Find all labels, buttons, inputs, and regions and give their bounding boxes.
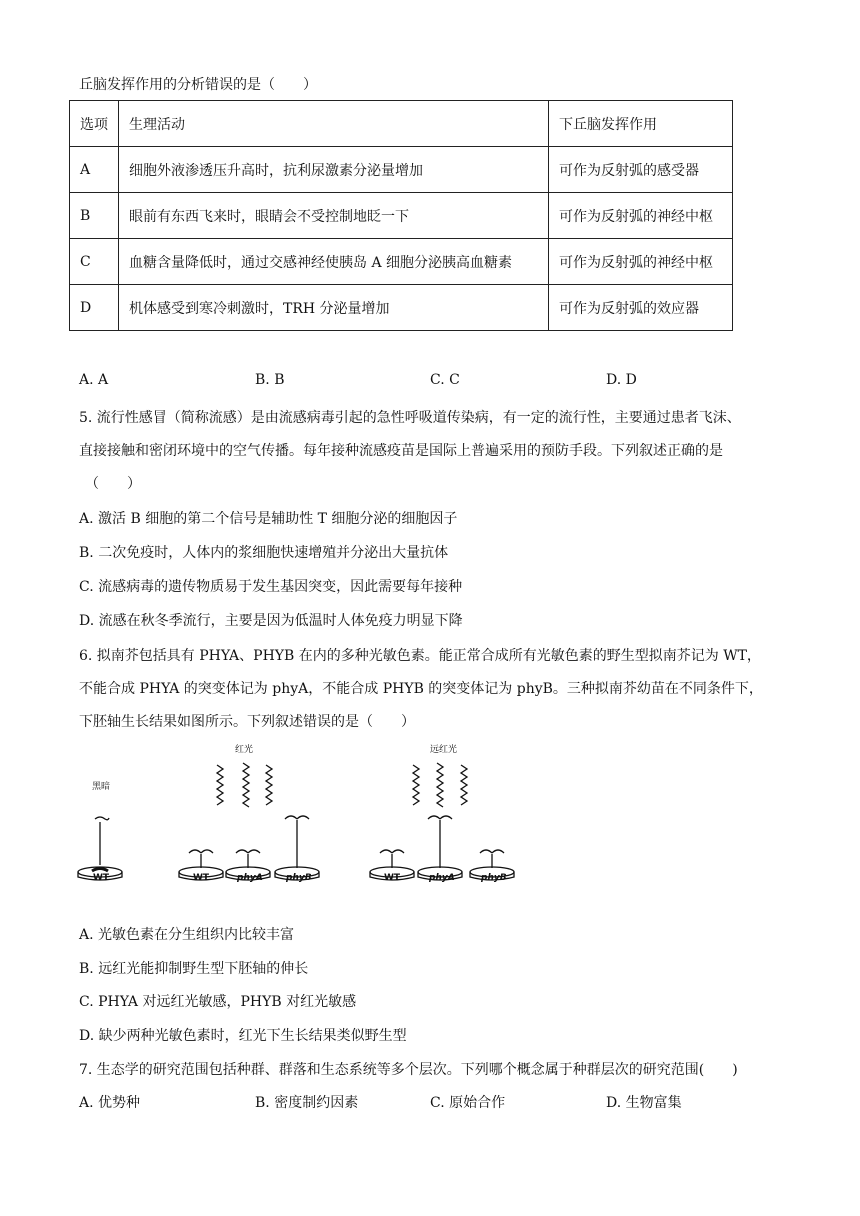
q7-option-a[interactable]: A. 优势种 [79, 1095, 141, 1111]
question-4-tail: 丘脑发挥作用的分析错误的是（ ） [79, 77, 317, 93]
table-cell: 血糖含量降低时，通过交感神经使胰岛 A 细胞分泌胰高血糖素 [119, 239, 549, 285]
table-row [70, 147, 733, 193]
q5-stem-line: 直接接触和密闭环境中的空气传播。每年接种流感疫苗是国际上普遍采用的预防手段。下列叙述正确的是 [79, 443, 723, 459]
q4-option-b[interactable]: B. B [255, 372, 285, 388]
seedling-figure [75, 737, 525, 882]
dark-label: 黑暗 [92, 782, 111, 792]
q5-option-b[interactable]: B. 二次免疫时，人体内的浆细胞快速增殖并分泌出大量抗体 [79, 545, 449, 561]
q7-option-d[interactable]: D. 生物富集 [606, 1095, 682, 1111]
label-phyb-farred: phyB [481, 873, 507, 882]
table-row [70, 193, 733, 239]
q6-stem-line: 下胚轴生长结果如图所示。下列叙述错误的是（ ） [79, 714, 415, 730]
table-cell: A [70, 147, 119, 193]
label-wt-dark: WT [93, 873, 110, 882]
q6-option-d[interactable]: D. 缺少两种光敏色素时，红光下生长结果类似野生型 [79, 1028, 407, 1044]
q4-option-d[interactable]: D. D [606, 372, 637, 388]
table-row [70, 285, 733, 331]
table-cell: 细胞外液渗透压升高时，抗利尿激素分泌量增加 [119, 147, 549, 193]
label-wt-red: WT [193, 873, 210, 882]
table-cell: 可作为反射弧的神经中枢 [549, 239, 733, 285]
q4-option-a[interactable]: A. A [79, 372, 109, 388]
q7-option-c[interactable]: C. 原始合作 [430, 1095, 506, 1111]
table-header-row [70, 101, 733, 147]
q5-option-a[interactable]: A. 激活 B 细胞的第二个信号是辅助性 T 细胞分泌的细胞因子 [79, 511, 458, 527]
table-cell: 可作为反射弧的神经中枢 [549, 193, 733, 239]
red-light-label: 红光 [235, 745, 254, 755]
q6-option-b[interactable]: B. 远红光能抑制野生型下胚轴的伸长 [79, 961, 309, 977]
table-cell: 可作为反射弧的效应器 [549, 285, 733, 331]
q7-stem: 7. 生态学的研究范围包括种群、群落和生态系统等多个层次。下列哪个概念属于种群层次的研究范围( ) [79, 1062, 738, 1078]
table-cell: 眼前有东西飞来时，眼睛会不受控制地眨一下 [119, 193, 549, 239]
table-header-cell: 生理活动 [119, 101, 549, 147]
q5-stem-line: （ ） [85, 476, 141, 492]
q6-stem-line: 6. 拟南芥包括具有 PHYA、PHYB 在内的多种光敏色素。能正常合成所有光敏色素的野生型拟南芥记为 WT， [79, 648, 761, 664]
q5-stem-line: 5. 流行性感冒（简称流感）是由流感病毒引起的急性呼吸道传染病，有一定的流行性，主要通过患者飞沫、 [79, 410, 741, 426]
table-cell: D [70, 285, 119, 331]
options-table [69, 100, 733, 331]
q7-option-b[interactable]: B. 密度制约因素 [255, 1095, 359, 1111]
table-cell: C [70, 239, 119, 285]
table-header-cell: 选项 [70, 101, 119, 147]
label-phya-red: phyA [237, 873, 263, 882]
far-red-light-label: 远红光 [430, 745, 458, 755]
table-cell: 机体感受到寒冷刺激时，TRH 分泌量增加 [119, 285, 549, 331]
q4-option-c[interactable]: C. C [430, 372, 460, 388]
table-header-cell: 下丘脑发挥作用 [549, 101, 733, 147]
q6-stem-line: 不能合成 PHYA 的突变体记为 phyA，不能合成 PHYB 的突变体记为 phyB。三种拟南芥幼苗在不同条件下， [79, 681, 763, 697]
label-phyb-red: phyB [286, 873, 312, 882]
q5-option-c[interactable]: C. 流感病毒的遗传物质易于发生基因突变，因此需要每年接种 [79, 579, 463, 595]
label-phya-farred: phyA [429, 873, 455, 882]
table-row [70, 239, 733, 285]
q5-option-d[interactable]: D. 流感在秋冬季流行，主要是因为低温时人体免疫力明显下降 [79, 613, 463, 629]
q6-option-a[interactable]: A. 光敏色素在分生组织内比较丰富 [79, 927, 295, 943]
label-wt-farred: WT [384, 873, 401, 882]
table-cell: 可作为反射弧的感受器 [549, 147, 733, 193]
q6-option-c[interactable]: C. PHYA 对远红光敏感，PHYB 对红光敏感 [79, 994, 357, 1010]
table-cell: B [70, 193, 119, 239]
